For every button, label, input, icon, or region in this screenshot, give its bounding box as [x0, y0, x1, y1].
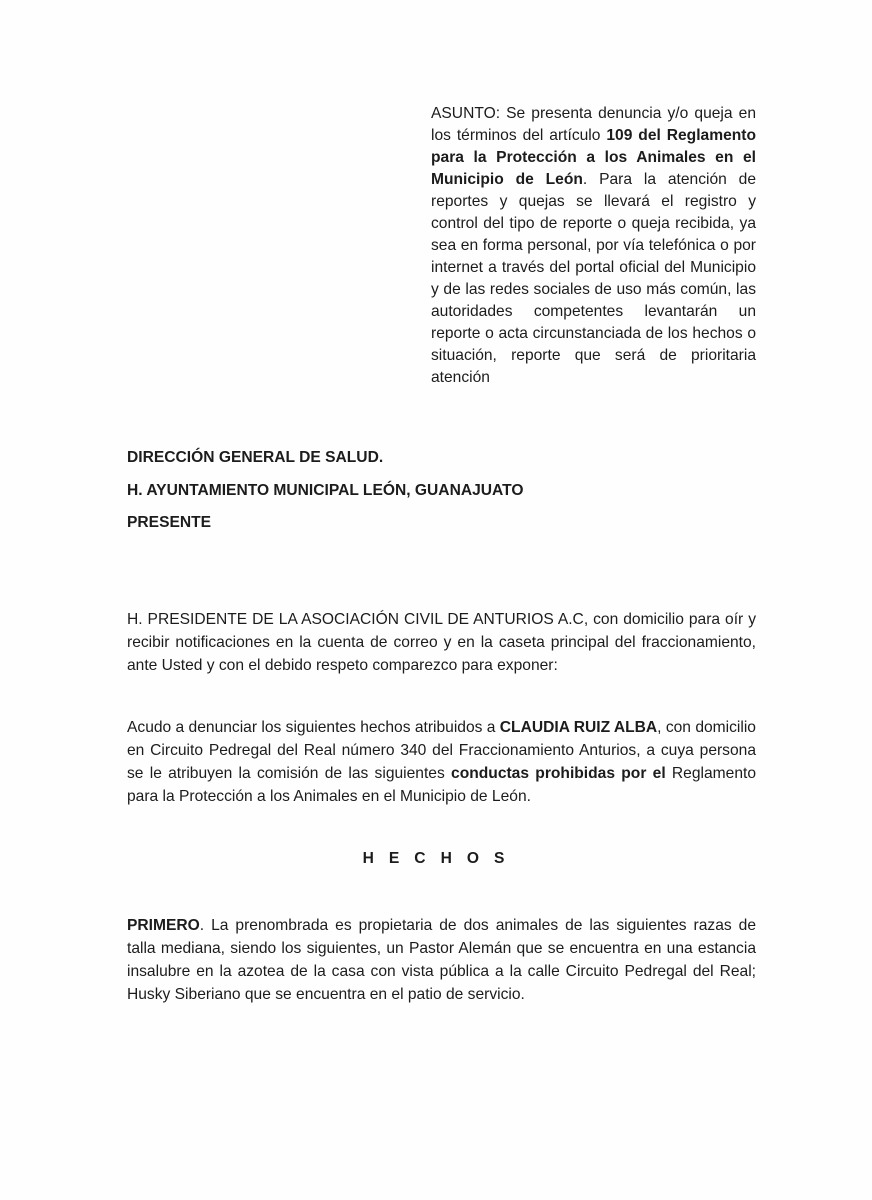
- asunto-block: [431, 103, 756, 389]
- primero-label: PRIMERO: [127, 917, 200, 934]
- denuncia-bold-phrase: conductas prohibidas por el: [451, 765, 666, 782]
- hechos-heading: HECHOS: [362, 850, 520, 867]
- addressee-line-1: DIRECCIÓN GENERAL DE SALUD.: [127, 449, 384, 466]
- primero-paragraph: [127, 914, 756, 1006]
- asunto-text-1: Se presenta denuncia y/o queja en los términos del artículo: [431, 105, 756, 144]
- denuncia-paragraph: [127, 716, 756, 808]
- intro-paragraph: H. PRESIDENTE DE LA ASOCIACIÓN CIVIL DE ANTURIOS A.C, con domicilio para oír y recibir notificaciones en la cuenta de correo y en la caseta principal del fraccionamiento, ante Usted y con el debido respeto comparezco para exponer:: [127, 611, 756, 674]
- denuncia-text-1: Acudo a denunciar los siguientes hechos atribuidos a: [127, 719, 500, 736]
- denounced-person-name: CLAUDIA RUIZ ALBA: [499, 719, 658, 736]
- asunto-regulation-reference: 109 del Reglamento para la Protección a los Animales en el Municipio de León: [431, 127, 756, 188]
- primero-text: . La prenombrada es propietaria de dos animales de las siguientes razas de talla mediana, siendo los siguientes, un Pastor Alemán que se encuentra en una estancia insalubre en la azotea de la casa con vista pública a la calle Circuito Pedregal del Real; Husky Siberiano que se encuentra en el patio de servicio.: [127, 917, 756, 1003]
- addressee-line-2: H. AYUNTAMIENTO MUNICIPAL LEÓN, GUANAJUATO: [127, 482, 524, 499]
- asunto-text-2: . Para la atención de reportes y quejas se llevará el registro y control del tipo de reporte o queja recibida, ya sea en forma personal, por vía telefónica o por internet a través del portal oficial del Municipio y de las redes sociales de uso más común, las autoridades competentes levantarán un reporte o acta circunstanciada de los hechos o situación, reporte que será de prioritaria atención: [431, 171, 756, 386]
- denuncia-text-2: , con domicilio en Circuito Pedregal del Real número 340 del Fraccionamiento Anturios, a cuya persona se le atribuyen la comisión de las siguientes: [127, 719, 756, 782]
- addressee-line-3: PRESENTE: [127, 514, 212, 531]
- denuncia-text-3: Reglamento para la Protección a los Animales en el Municipio de León.: [127, 765, 757, 805]
- asunto-label: ASUNTO:: [431, 105, 501, 122]
